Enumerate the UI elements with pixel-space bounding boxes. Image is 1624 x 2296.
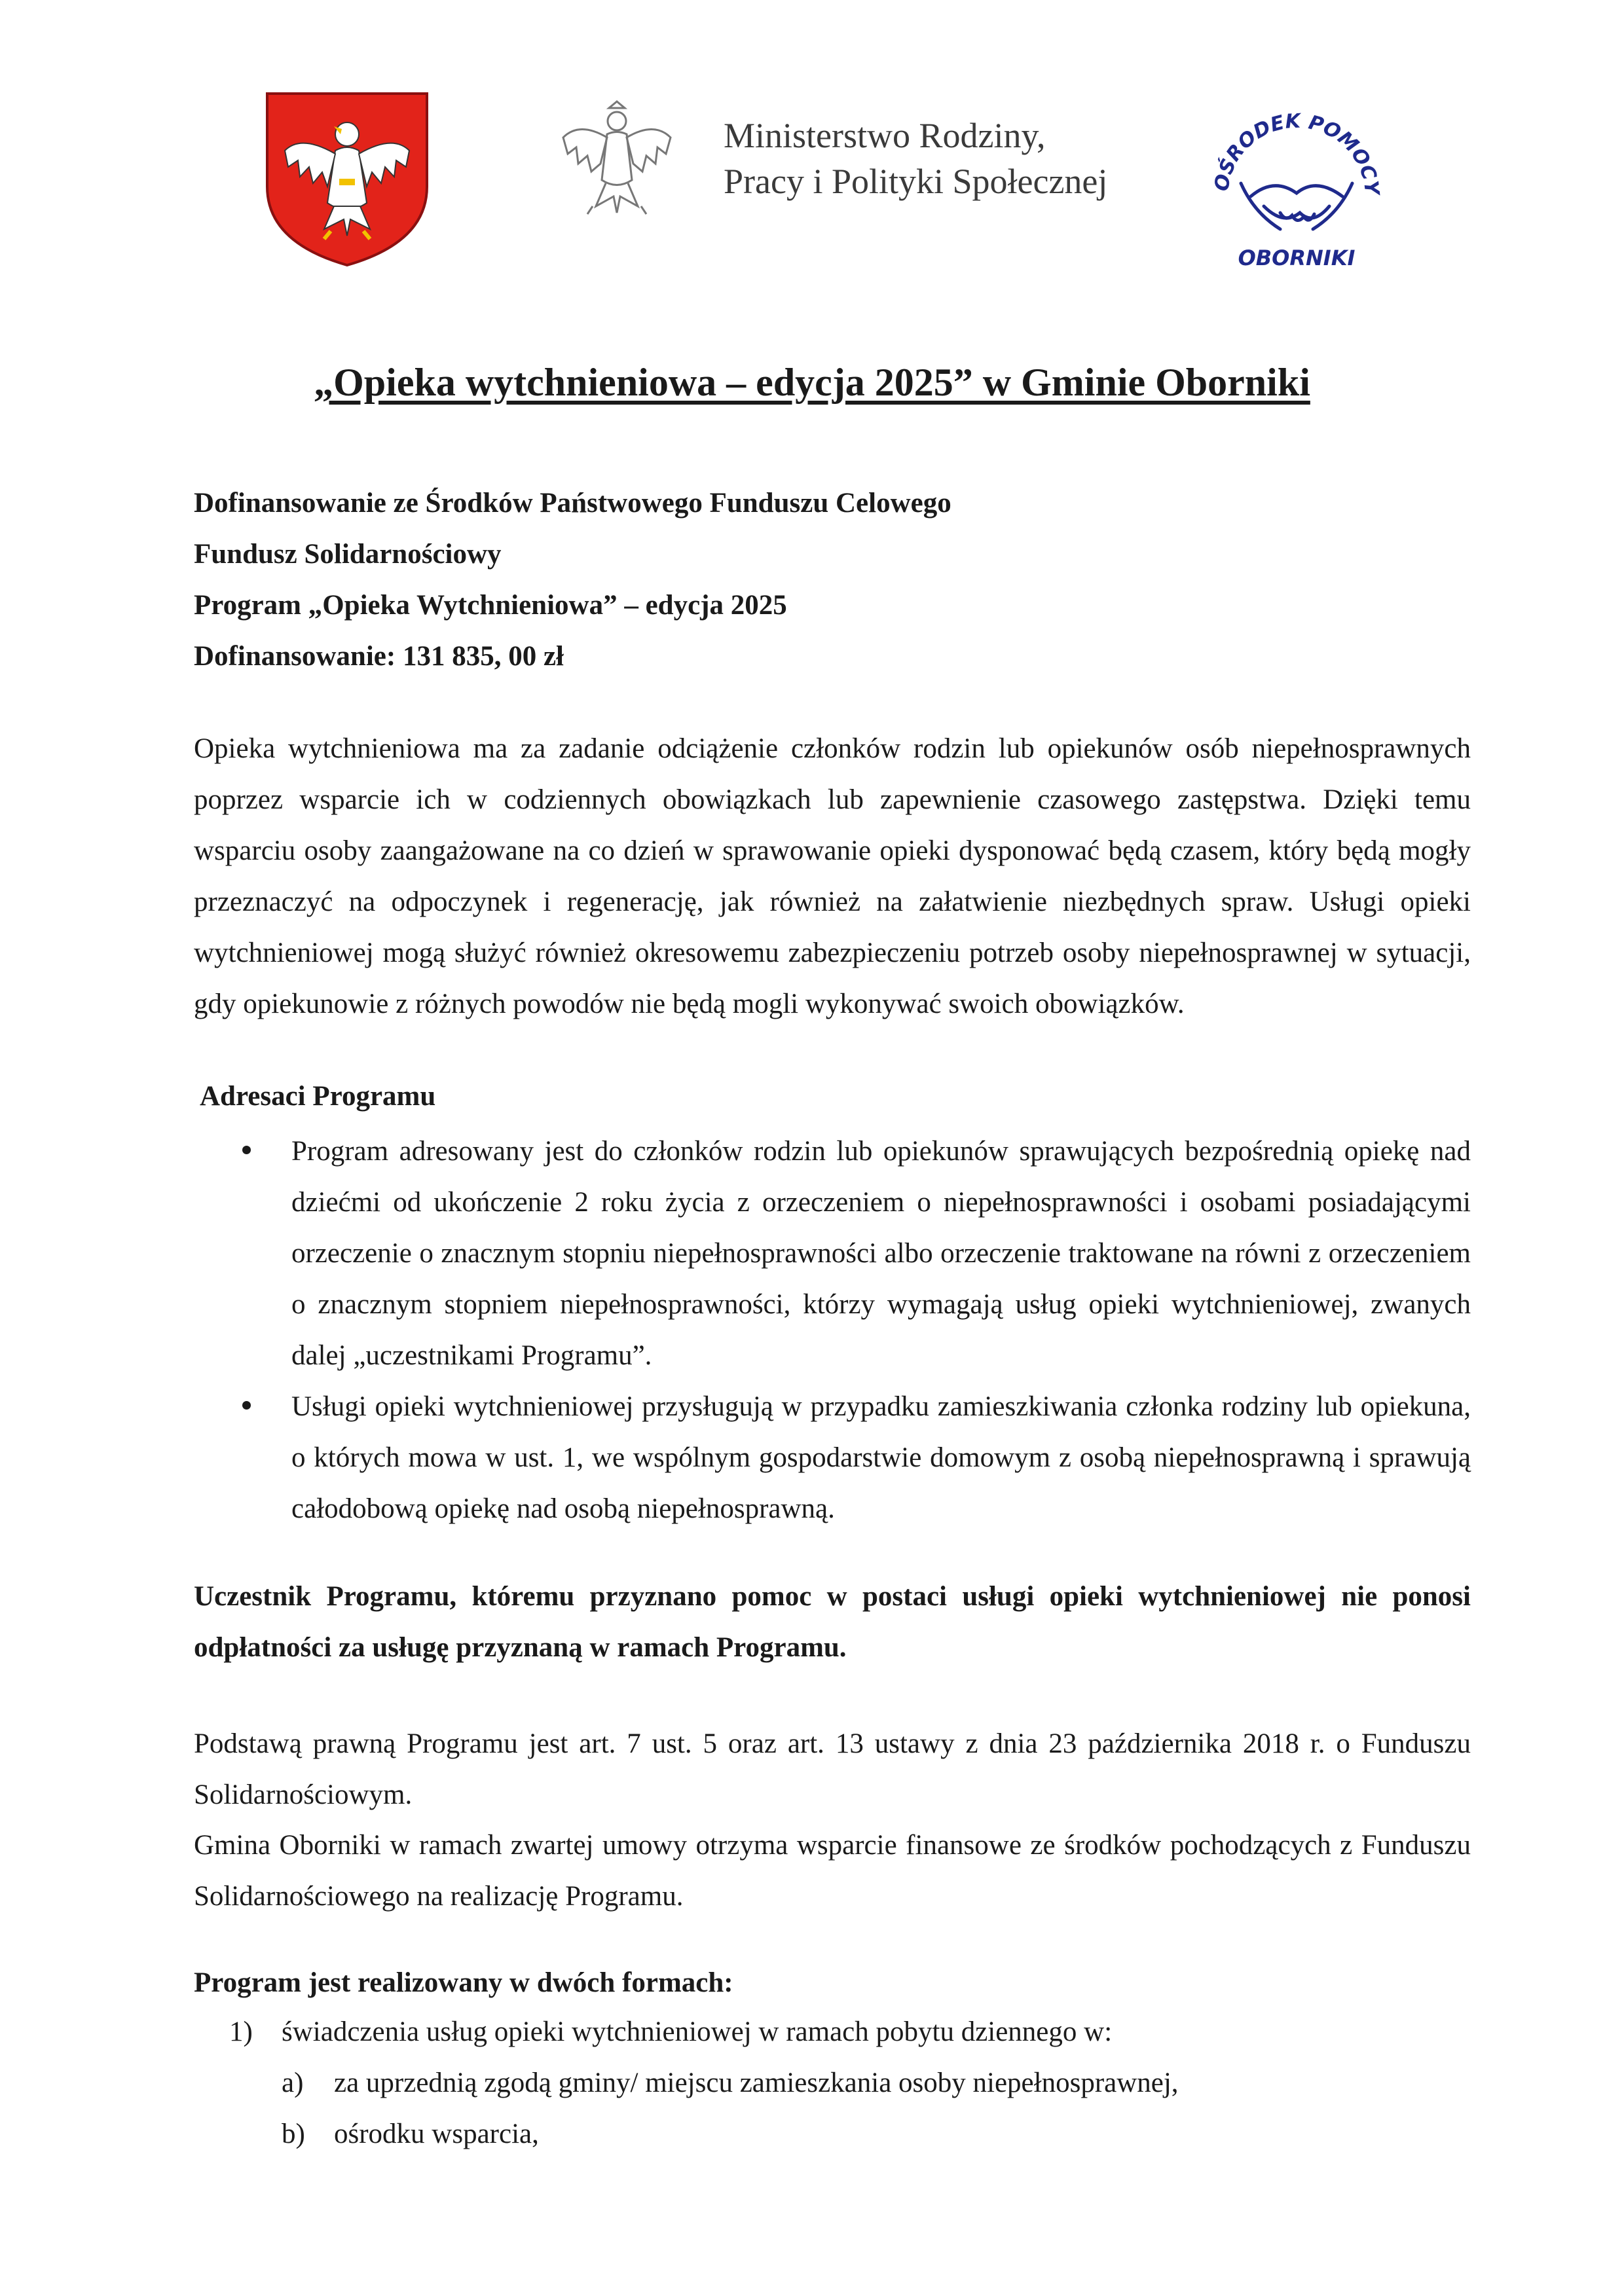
list-item-text: Program adresowany jest do członków rodzin lub opiekunów sprawujących bezpośrednią opiekę nad dziećmi od ukończenie 2 roku życia z orzeczeniem o niepełnosprawności i osobami posiadającymi orzeczenie o znacznym stopniu niepełnosprawności albo orzeczenie traktowane na równi z orzeczeniem o znacznym stopniem niepełnosprawności, którzy wymagają usług opieki wytchnieniowej, zwanych dalej „uczestnikami Programu”.: [291, 1136, 1471, 1371]
list-marker: a): [282, 2068, 304, 2098]
funding-block: [194, 478, 1471, 682]
list-item-text: za uprzednią zgodą gminy/ miejscu zamieszkania osoby niepełnosprawnej,: [334, 2068, 1179, 2098]
sub-list-item: [229, 2058, 1408, 2109]
list-item-text: świadczenia usług opieki wytchnieniowej w ramach pobytu dziennego w:: [282, 2016, 1113, 2047]
list-item-text: ośrodku wsparcia,: [334, 2119, 539, 2149]
ministry-name: [724, 113, 1107, 204]
ministry-name-line2: Pracy i Polityki Społecznej: [724, 162, 1108, 201]
recipients-heading: Adresaci Programu: [200, 1081, 436, 1112]
list-item: [242, 1381, 1471, 1535]
ministry-name-line1: Ministerstwo Rodziny,: [724, 116, 1046, 155]
forms-heading: Program jest realizowany w dwóch formach:: [194, 1967, 733, 1998]
recipients-list: [242, 1126, 1471, 1535]
svg-text:OŚRODEK POMOCY SPOŁECZNEJ: [1202, 98, 1384, 198]
list-item: [229, 2007, 1408, 2058]
funding-line: Fundusz Solidarnościowy: [194, 539, 502, 570]
list-marker: 1): [229, 2016, 253, 2047]
bullet-icon: [242, 1401, 251, 1410]
ops-logo-lettering: OŚRODEK POMOCY: [1209, 109, 1384, 196]
forms-list: [229, 2007, 1408, 2160]
sub-list-item: [229, 2109, 1408, 2160]
legal-basis-paragraph: Podstawą prawną Programu jest art. 7 ust. 5 oraz art. 13 ustawy z dnia 23 października 2018 r. o Funduszu Solidarnościowym.: [194, 1728, 1471, 1810]
svg-text:OBORNIKI: OBORNIKI: [1238, 246, 1356, 270]
funding-line: Program „Opieka Wytchnieniowa” – edycja 2025: [194, 590, 787, 621]
list-item-text: Usługi opieki wytchnieniowej przysługują w przypadku zamieszkiwania członka rodziny lub opiekuna, o których mowa w ust. 1, we wspólnym gospodarstwie domowym z osobą niepełnosprawną i sprawują całodobową opiekę nad osobą niepełnosprawną.: [291, 1391, 1471, 1524]
oborniki-coat-of-arms-icon: [262, 88, 432, 268]
page-title: „Opieka wytchnieniowa – edycja 2025” w Gminie Oborniki: [314, 361, 1310, 404]
list-marker: b): [282, 2119, 305, 2149]
funding-line: Dofinansowanie ze Środków Państwowego Funduszu Celowego: [194, 488, 951, 519]
osrodek-pomocy-spolecznej-logo-icon: [1202, 98, 1392, 278]
gmina-funding-paragraph: Gmina Oborniki w ramach zwartej umowy otrzyma wsparcie finansowe ze środków pochodzących z Funduszu Solidarnościowego na realizację Programu.: [194, 1830, 1471, 1912]
no-fee-notice: Uczestnik Programu, któremu przyznano pomoc w postaci usługi opieki wytchnieniowej nie ponosi odpłatności za usługę przyznaną w ramach Programu.: [194, 1581, 1471, 1663]
bullet-icon: [242, 1146, 251, 1154]
funding-amount: Dofinansowanie: 131 835, 00 zł: [194, 641, 564, 672]
intro-paragraph: Opieka wytchnieniowa ma za zadanie odciążenie członków rodzin lub opiekunów osób niepełnosprawnych poprzez wsparcie ich w codziennych obowiązkach lub zapewnienie czasowego zastępstwa. Dzięki temu wsparciu osoby zaangażowane na co dzień w sprawowanie opieki dysponować będą czasem, który będą mogły przeznaczyć na odpoczynek i regenerację, jak również na załatwienie niezbędnych spraw. Usługi opieki wytchnieniowej mogą służyć również okresowemu zabezpieczeniu potrzeb osoby niepełnosprawnej w sytuacji, gdy opiekunowie z różnych powodów nie będą mogli wykonywać swoich obowiązków.: [194, 733, 1471, 1019]
polish-eagle-emblem-icon: [553, 92, 681, 219]
list-item: [242, 1126, 1471, 1381]
